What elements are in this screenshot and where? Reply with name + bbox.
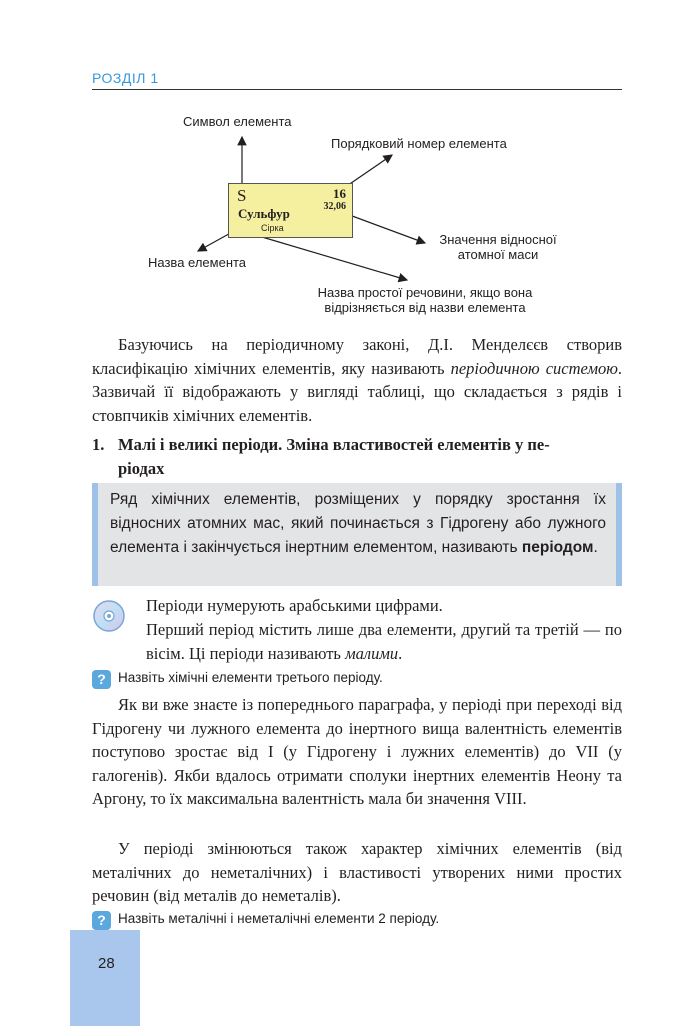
question-icon: ? [92, 911, 111, 930]
intro-italic: періодичною системою [450, 358, 618, 378]
element-simple-substance: Сірка [261, 223, 284, 233]
note-line1: Періоди нумерують арабськими цифрами. [146, 596, 443, 615]
element-symbol: S [237, 186, 247, 205]
label-simple [292, 285, 558, 315]
section-label: РОЗДІЛ 1 [92, 70, 159, 86]
section-number: 1. [92, 435, 105, 454]
note-line2-italic: малими [345, 643, 399, 663]
note-line2-end: . [398, 643, 403, 663]
intro-text1: Базуючись на періодичному законі, Д.І. Менделєєв створив класифікацію хімічних елементів, яку називають [92, 335, 622, 378]
paragraph-1 [92, 693, 622, 811]
question-icon: ? [92, 670, 111, 689]
label-ordinal: Порядковий номер елемента [331, 136, 507, 151]
label-mass-line1: Значення відносної [439, 232, 557, 247]
note-line2 [146, 618, 622, 665]
section-title-line1: Малі і великі періоди. Зміна властивостей елементів у пе- [118, 435, 550, 454]
element-diagram [0, 0, 680, 330]
label-name: Назва елемента [148, 255, 247, 270]
paragraph-2 [92, 837, 622, 908]
note-line2-text: Перший період містить лише два елементи, другий та третій — по вісім. Ці періоди називають [146, 620, 622, 663]
paragraph-1-text: Як ви вже знаєте із попереднього параграфа, у періоді при переході від Гідрогену чи лужного елемента до інертного вища валентність елементів поступово зростає від I (у Гідрогену і лужних елементів) до VII (у галогенів). Якби вдалось отримати сполуки інертних елементів Неону та Аргону, то їх максимальна валентність мала би значення VIII. [92, 695, 622, 808]
paragraph-2-text: У періоді змінюються також характер хімічних елементів (від металічних до неметалічних) і властивості утворених ними простих речовин (від металів до неметалів). [92, 839, 622, 905]
element-mass: 32,06 [323, 201, 346, 212]
definition-term: періодом [521, 539, 594, 556]
definition-text: Ряд хімічних елементів, розміщених у порядку зростання їх відносних атомних мас, який починається з Гідрогену або лужного елемента і закінчується інертним елементом, називають [110, 491, 606, 556]
intro-paragraph [92, 333, 622, 427]
element-cell [228, 183, 353, 238]
definition-box [92, 483, 622, 586]
label-mass-line2: атомної маси [457, 247, 539, 262]
element-name: Сульфур [238, 206, 290, 221]
diagram-arrows [0, 0, 680, 330]
label-simple-line1: Назва простої речовини, якщо вона [317, 285, 533, 300]
label-mass [428, 232, 568, 262]
element-number: 16 [333, 186, 346, 201]
page-tab [70, 930, 140, 1026]
label-simple-line2: відрізняється від назви елемента [324, 300, 526, 315]
label-symbol: Символ елемента [183, 114, 292, 129]
section-title-line2: ріодах [118, 458, 165, 478]
page-number: 28 [98, 955, 115, 972]
definition-end: . [593, 539, 598, 556]
disc-icon [92, 599, 126, 633]
intro-text2: . Зазвичай її відображають у вигляді таблиці, що складається з рядів і стовпчиків хімічних елементів. [92, 358, 622, 425]
question-1: Назвіть хімічні елементи третього періоду. [118, 670, 383, 685]
question-2: Назвіть металічні і неметалічні елементи 2 періоду. [118, 911, 440, 926]
section-heading [92, 433, 622, 480]
arrow-simple [262, 237, 407, 280]
